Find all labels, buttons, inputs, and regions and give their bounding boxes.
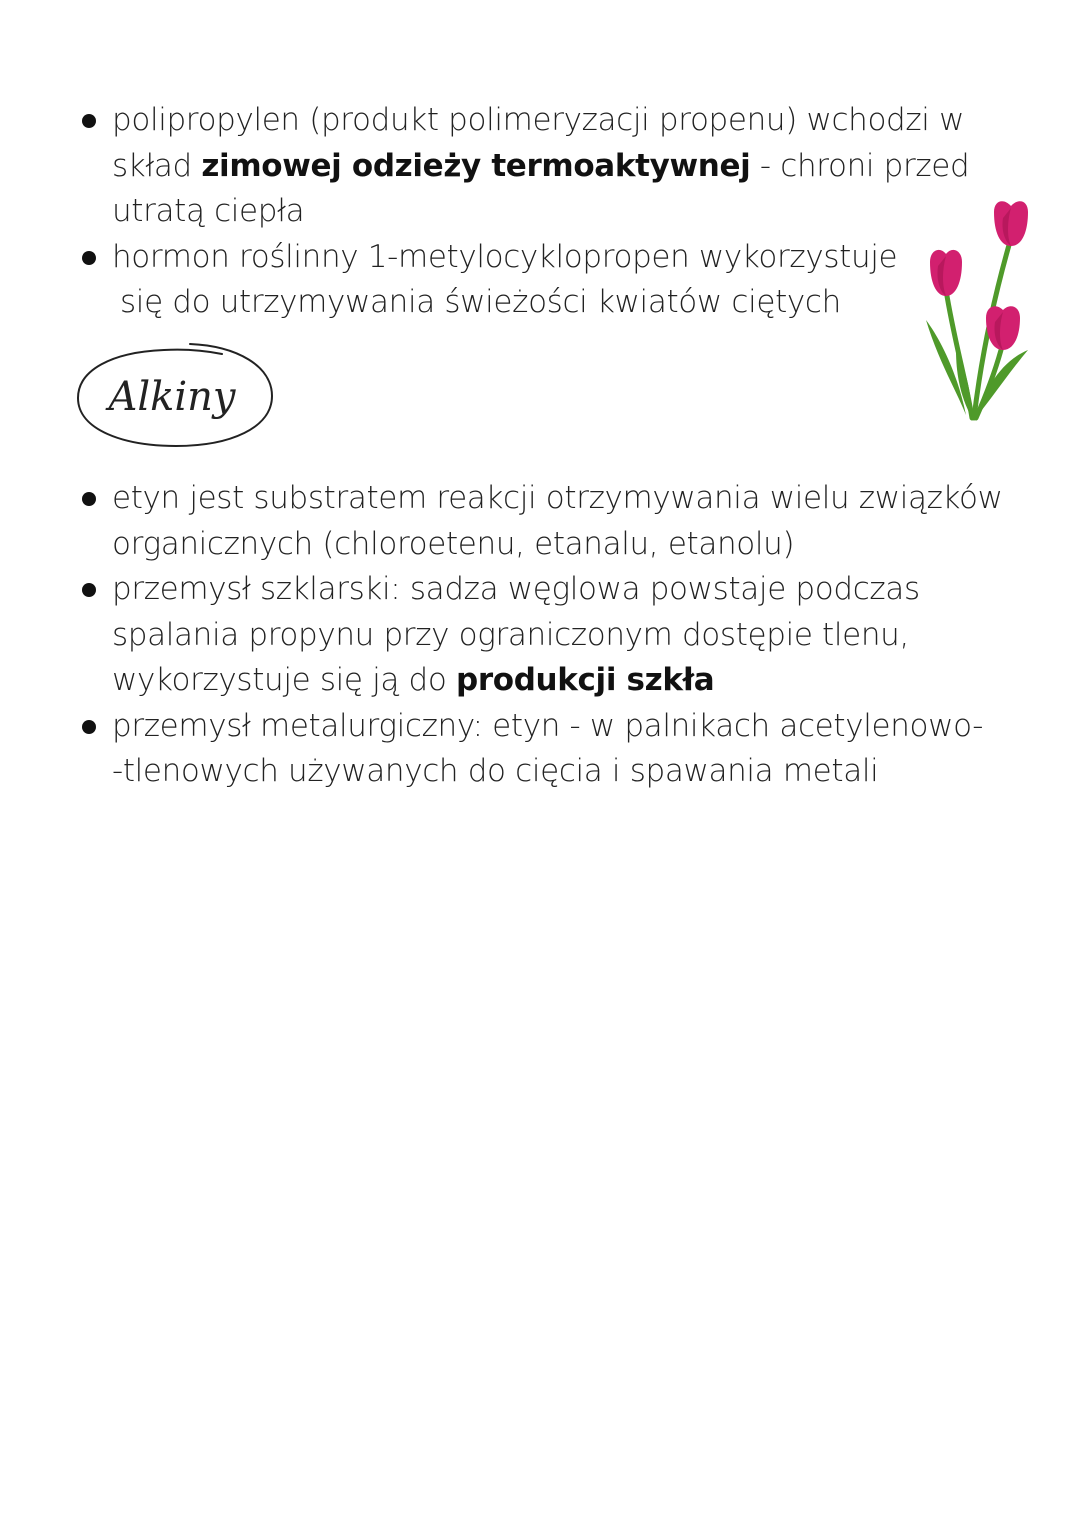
- text-segment: - chroni przed: [750, 147, 970, 184]
- text-line: etyn jest substratem reakcji otrzymywania wielu związków: [112, 480, 1003, 516]
- bold-phrase: produkcji szkła: [455, 662, 715, 698]
- list-item: [82, 567, 1002, 704]
- text-line: spalania propynu przy ograniczonym dostępie tlenu,: [112, 616, 909, 653]
- text-line: -tlenowych używanych do cięcia i spawania metali: [112, 753, 879, 789]
- list-item: [82, 235, 982, 326]
- text-segment: wykorzystuje się ją do: [112, 662, 456, 698]
- text-line: przemysł szklarski: sadza węglowa powstaje podczas: [112, 571, 920, 607]
- tulip-flower: [986, 306, 1020, 350]
- bullet-icon: [82, 720, 96, 734]
- uses-list-alkynes: [82, 476, 1002, 795]
- text-line: [112, 144, 982, 190]
- text-line: się do utrzymywania świeżości kwiatów ciętych: [120, 284, 841, 320]
- text-segment: skład: [112, 147, 202, 184]
- tulip-bouquet-icon: [916, 200, 1046, 422]
- leaf: [978, 350, 1028, 415]
- section-heading: Alkiny: [108, 374, 236, 420]
- bold-phrase: zimowej odzieży termoaktywnej: [201, 147, 751, 184]
- uses-list-alkenes: [82, 98, 982, 326]
- text-line: [112, 658, 1002, 704]
- text-line: przemysł metalurgiczny: etyn - w palnikach acetylenowo-: [112, 707, 984, 744]
- bullet-icon: [82, 492, 96, 506]
- list-item: [82, 704, 1002, 795]
- text-line: hormon roślinny 1-metylocyklopropen wykorzystuje: [112, 238, 898, 275]
- list-item: [82, 476, 1002, 567]
- tulip-flower: [930, 250, 962, 296]
- text-line: polipropylen (produkt polimeryzacji propenu) wchodzi w: [112, 102, 965, 138]
- section-heading-badge: [72, 338, 278, 450]
- tulip-flower: [994, 201, 1028, 246]
- bullet-icon: [82, 583, 96, 597]
- bullet-icon: [82, 114, 96, 128]
- list-item: [82, 98, 982, 235]
- text-line: utratą ciepła: [112, 193, 305, 229]
- text-line: organicznych (chloroetenu, etanalu, etanolu): [112, 525, 795, 562]
- bullet-icon: [82, 251, 96, 265]
